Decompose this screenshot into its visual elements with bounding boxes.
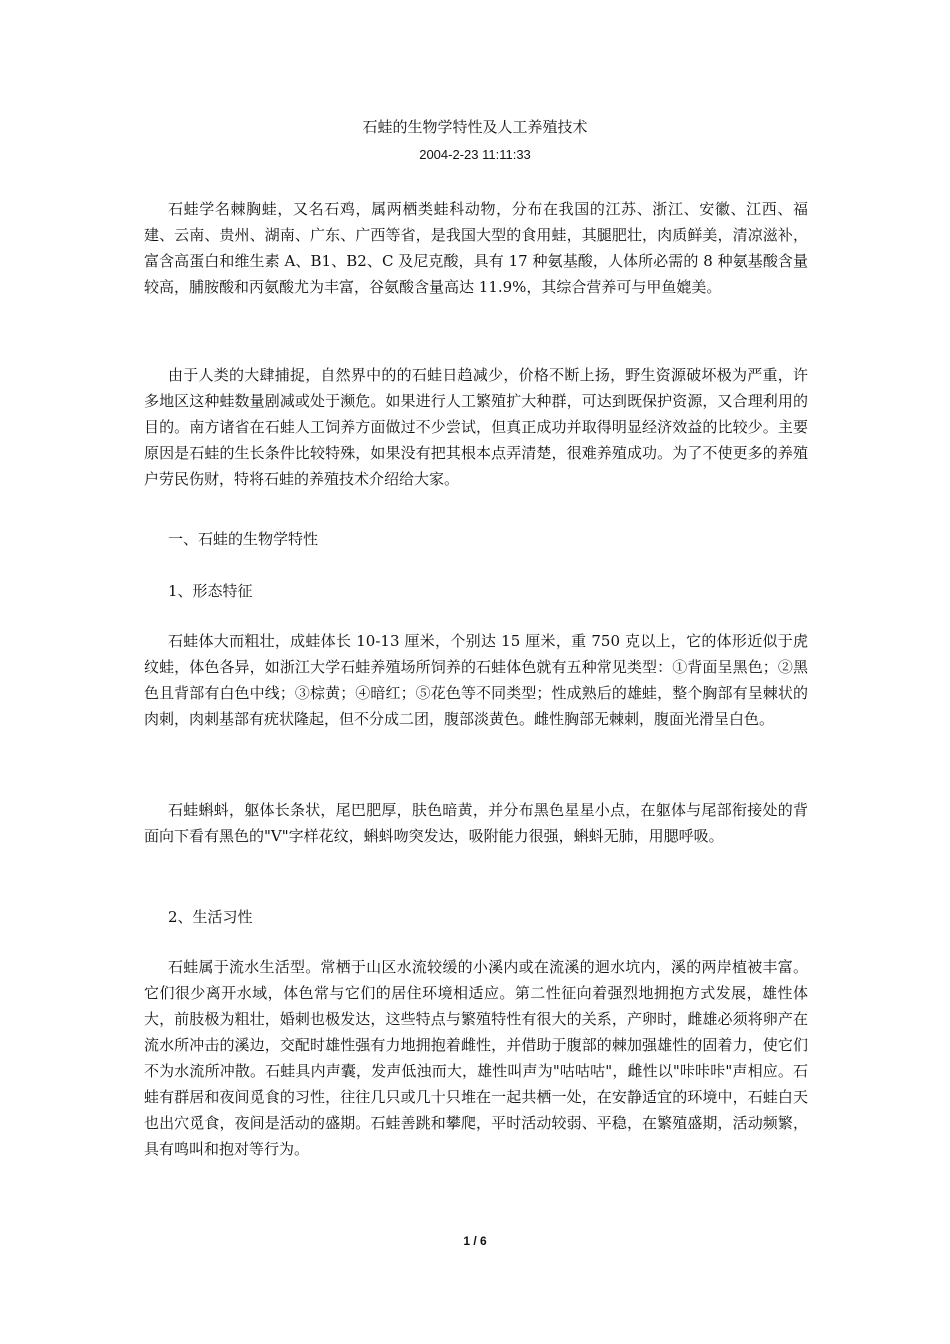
- page-number: 1 / 6: [463, 1234, 487, 1248]
- subsection-heading-habits: 2、生活习性: [168, 908, 253, 926]
- paragraph-intro: 石蛙学名棘胸蛙，又名石鸡，属两栖类蛙科动物，分布在我国的江苏、浙江、安徽、江西、福建、云南、贵州、湖南、广东、广西等省，是我国大型的食用蛙，其腿肥壮，肉质鲜美，清凉滋补，富含高蛋白和维生素 A、B1、B2、C 及尼克酸，具有 17 种氨基酸，人体所必需的 8 种氨基酸含量较高，脯胺酸和丙氨酸尤为丰富，谷氨酸含量高达 11.9%，其综合营养可与甲鱼媲美。: [144, 200, 808, 296]
- section-heading: 一、石蛙的生物学特性: [168, 530, 319, 548]
- document-date: 2004-2-23 11:11:33: [419, 147, 531, 162]
- paragraph-tadpole: 石蛙蝌蚪，躯体长条状，尾巴肥厚，肤色暗黄，并分布黑色星星小点，在躯体与尾部衔接处的背面向下看有黑色的"V"字样花纹，蝌蚪吻突发达，吸附能力很强，蝌蚪无肺，用腮呼吸。: [144, 801, 808, 845]
- paragraph-morphology: 石蛙体大而粗壮，成蛙体长 10-13 厘米，个别达 15 厘米，重 750 克以上，它的体形近似于虎纹蛙，体色各异，如浙江大学石蛙养殖场所饲养的石蛙体色就有五种常见类型：①背面呈黑色；②黑色且背部有白色中线；③棕黄；④暗红；⑤花色等不同类型；性成熟后的雄蛙，整个胸部有呈棘状的肉刺，肉刺基部有疣状隆起，但不分成二团，腹部淡黄色。雌性胸部无棘刺，腹面光滑呈白色。: [144, 632, 808, 728]
- subsection-heading-morphology: 1、形态特征: [168, 582, 253, 600]
- paragraph-background: 由于人类的大肆捕捉，自然界中的的石蛙日趋减少，价格不断上扬，野生资源破坏极为严重，许多地区这种蛙数量剧减或处于濒危。如果进行人工繁殖扩大种群，可达到既保护资源，又合理利用的目的。南方诸省在石蛙人工饲养方面做过不少尝试，但真正成功并取得明显经济效益的比较少。主要原因是石蛙的生长条件比较特殊，如果没有把其根本点弄清楚，很难养殖成功。为了不使更多的养殖户劳民伤财，特将石蛙的养殖技术介绍给大家。: [144, 366, 808, 488]
- document-title: 石蛙的生物学特性及人工养殖技术: [362, 118, 588, 136]
- paragraph-habits: 石蛙属于流水生活型。常栖于山区水流较缓的小溪内或在流溪的迴水坑内，溪的两岸植被丰富。它们很少离开水域，体色常与它们的居住环境相适应。第二性征向着强烈地拥抱方式发展，雄性体大，前肢极为粗壮，婚刺也极发达，这些特点与繁殖特性有很大的关系，产卵时，雌雄必须将卵产在流水所冲击的溪边，交配时雄性强有力地拥抱着雌性，并借助于腹部的棘加强雄性的固着力，使它们不为水流所冲散。石蛙具内声囊，发声低浊而大，雄性叫声为"咕咕咕"，雌性以"咔咔咔"声相应。石蛙有群居和夜间觅食的习性，往往几只或几十只堆在一起共栖一处，在安静适宜的环境中，石蛙白天也出穴觅食，夜间是活动的盛期。石蛙善跳和攀爬，平时活动较弱、平稳，在繁殖盛期，活动频繁，具有鸣叫和抱对等行为。: [144, 958, 808, 1158]
